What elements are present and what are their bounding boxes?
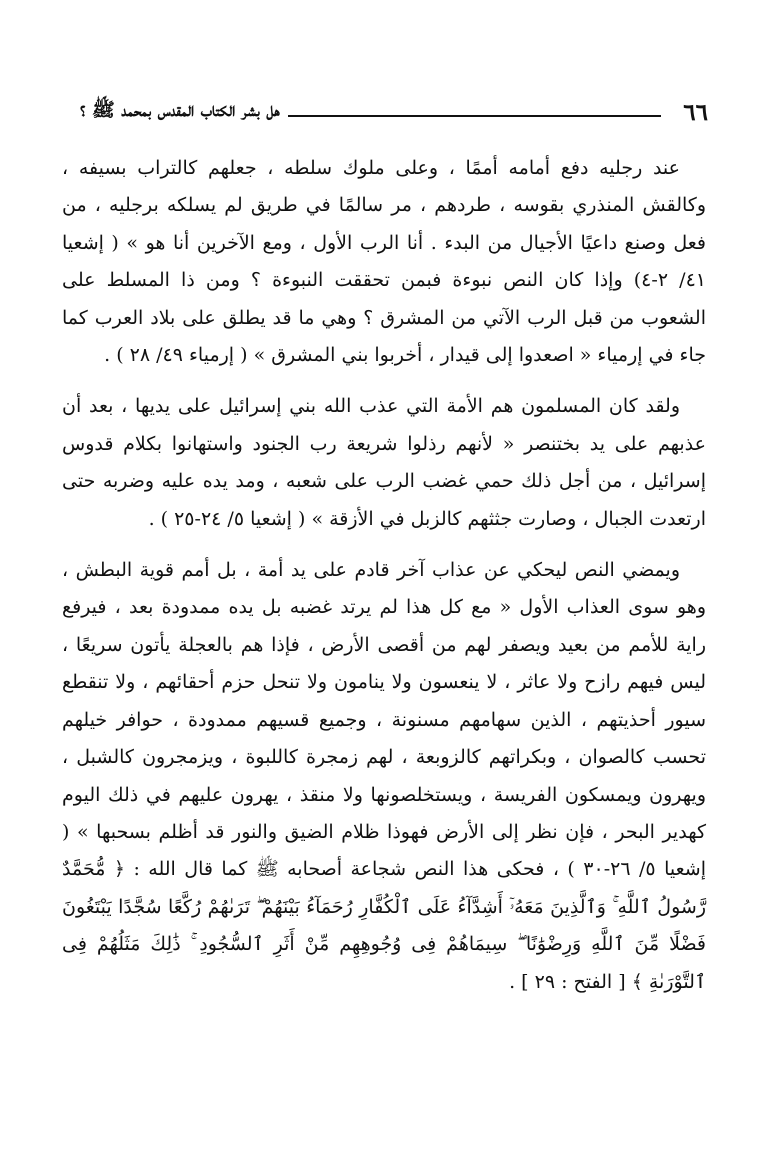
page-header — [80, 92, 708, 132]
paragraph-2: ولقد كان المسلمون هم الأمة التي عذب الله بني إسرائيل على يديها ، بعد أن عذبهم على يد بختنصر « لأنهم رذلوا شريعة رب الجنود واستهانوا بكلام قدوس إسرائيل ، من أجل ذلك حمي غضب الرب على شعبه ، ومد يده عليه وضربه حتى ارتعدت الجبال ، وصارت جثثهم كالزبل في الأزقة » ( إشعيا ٥/ ٢٤-٢٥ ) . — [62, 395, 706, 530]
running-title: هل بشر الكتاب المقدس بمحمد ﷺ ؟ — [80, 99, 280, 121]
paragraph-1: عند رجليه دفع أمامه أممًا ، وعلى ملوك سلطه ، جعلهم كالتراب بسيفه ، وكالقش المنذري بقوسه ، طردهم ، مر سالمًا في طريق لم يسلكه برجليه ، من فعل وصنع داعيًا الأجيال من البدء . أنا الرب الأول ، ومع الآخرين أنا هو » ( إشعيا ٤١/ ٢-٤) وإذا كان النص نبوءة فبمن تحققت النبوءة ؟ ومن ذا المسلط على الشعوب من قبل الرب الآتي من المشرق ؟ وهي ما قد يطلق على بلاد العرب كما جاء في إرمياء « اصعدوا إلى قيدار ، أخربوا بني المشرق » ( إرمياء ٤٩/ ٢٨ ) . — [62, 157, 706, 367]
page-number: ٦٦ — [683, 98, 708, 126]
header-rule — [288, 115, 661, 117]
page-body — [62, 150, 706, 1019]
paragraph-3: ويمضي النص ليحكي عن عذاب آخر قادم على يد أمة ، بل أمم قوية البطش ، وهو سوى العذاب الأول « مع كل هذا لم يرتد غضبه بل يده ممدودة بعد ، فيرفع راية للأمم من بعيد ويصفر لهم من أقصى الأرض ، فإذا هم بالعجلة يأتون سريعًا ، ليس فيهم رازح ولا عاثر ، لا ينعسون ولا ينامون ولا تنحل حزم أحقائهم ، ولا تنقطع سيور أحذيتهم ، الذين سهامهم مسنونة ، وجميع قسيهم ممدودة ، حوافر خيلهم تحسب كالصوان ، وبكراتهم كالزوبعة ، لهم زمجرة كاللبوة ، ويزمجرون كالشبل ، ويهرون ويمسكون الفريسة ، ويستخلصونها ولا منقذ ، يهرون عليهم في ذلك اليوم كهدير البحر ، فإن نظر إلى الأرض فهوذا ظلام الضيق والنور قد أظلم بسحبها » ( إشعيا ٥/ ٢٦-٣٠ ) ، فحكى هذا النص شجاعة أصحابه ﷺ كما قال الله : ﴿ مُّحَمَّدٌ رَّسُولُ ٱللَّهِ ۚ وَٱلَّذِينَ مَعَهُۥٓ أَشِدَّآءُ عَلَى ٱلْكُفَّارِ رُحَمَآءُ بَيْنَهُمْ ۖ تَرَىٰهُمْ رُكَّعًا سُجَّدًا يَبْتَغُونَ فَضْلًا مِّنَ ٱللَّهِ وَرِضْوَٰنًا ۖ سِيمَاهُمْ فِى وُجُوهِهِم مِّنْ أَثَرِ ٱلسُّجُودِ ۚ ذَٰلِكَ مَثَلُهُمْ فِى ٱلتَّوْرَىٰةِ ﴾ [ الفتح : ٢٩ ] . — [62, 559, 706, 993]
